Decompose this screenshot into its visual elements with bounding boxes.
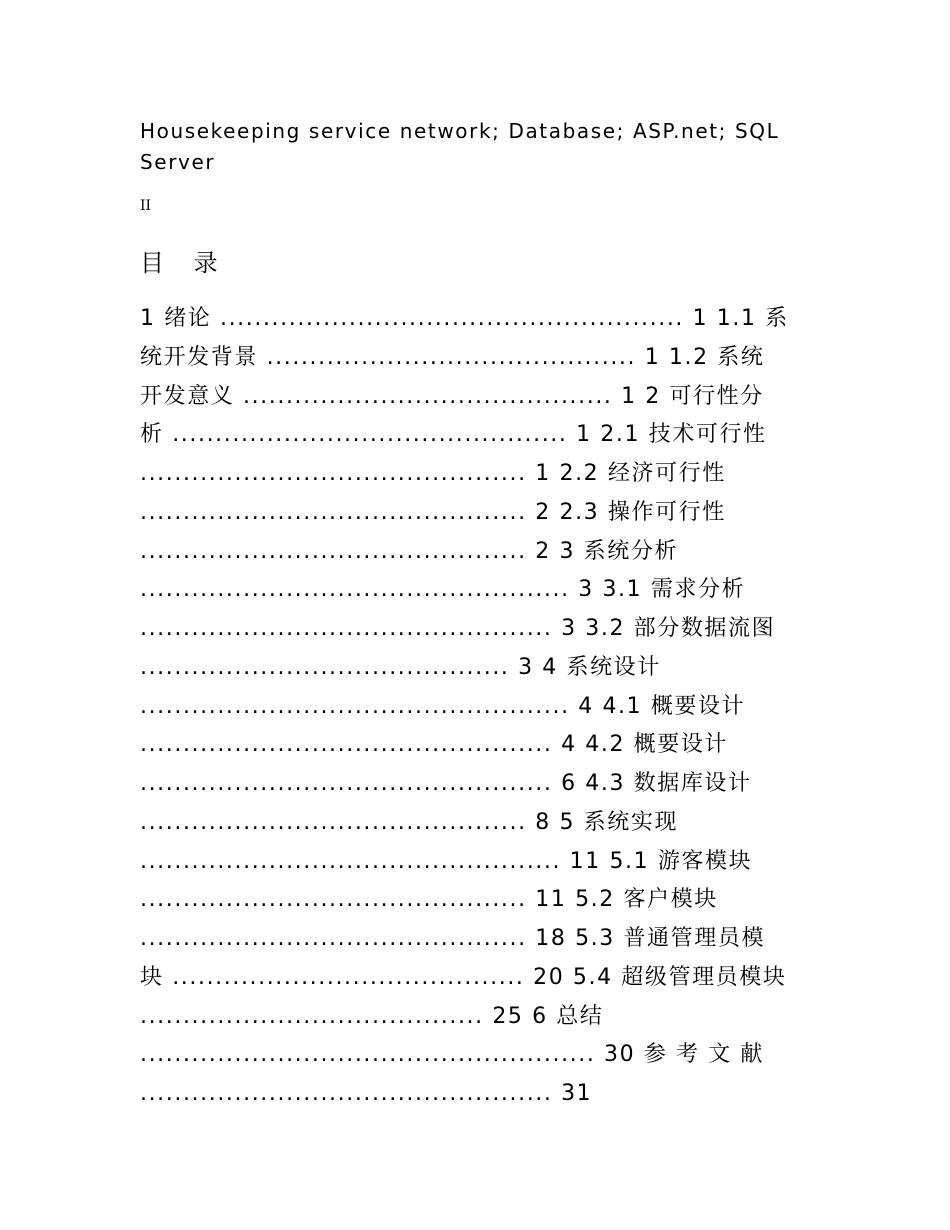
- toc-line: ................................................ 3 3.2 部分数据流图: [140, 616, 776, 641]
- toc-line: ................................................ 6 4.3 数据库设计: [140, 771, 752, 796]
- toc-line: 析 .............................................. 1 2.1 技术可行性: [140, 422, 767, 448]
- toc-line: ............................................. 1 2.2 经济可行性: [140, 461, 726, 486]
- toc-line: ................................................. 11 5.1 游客模块: [140, 848, 753, 874]
- toc-line: 块 ......................................... 20 5.4 超级管理员模块: [140, 964, 787, 990]
- toc-line: ............................................. 8 5 系统实现: [140, 809, 679, 835]
- toc-line: ........................................ 25 6 总结: [140, 1003, 604, 1029]
- toc-line: ..................................................... 30 参 考 文 献: [140, 1042, 764, 1068]
- toc-line: ............................................. 2 3 系统分析: [140, 538, 679, 564]
- toc-line: ............................................. 2 2.3 操作可行性: [140, 499, 726, 525]
- toc-line: 统开发背景 ........................................... 1 1.2 系统: [140, 344, 765, 370]
- table-of-contents: [140, 300, 820, 1114]
- keywords-line: Housekeeping service network; Database; ASP.net; SQL Server: [140, 119, 780, 174]
- toc-line: 开发意义 ........................................... 1 2 可行性分: [140, 383, 764, 409]
- page-number: II: [140, 198, 152, 214]
- toc-line: .................................................. 3 3.1 需求分析: [140, 577, 746, 603]
- toc-line: ............................................. 11 5.2 客户模块: [140, 887, 718, 913]
- toc-line: 1 绪论 ...................................................... 1 1.1 系: [140, 306, 789, 331]
- toc-line: ................................................ 31: [140, 1081, 593, 1106]
- toc-line: ........................................... 3 4 系统设计: [140, 654, 661, 680]
- toc-line: .................................................. 4 4.1 概要设计: [140, 693, 746, 719]
- toc-line: ............................................. 18 5.3 普通管理员模: [140, 926, 766, 951]
- toc-title: 目 录: [140, 249, 229, 277]
- toc-line: ................................................ 4 4.2 概要设计: [140, 732, 729, 758]
